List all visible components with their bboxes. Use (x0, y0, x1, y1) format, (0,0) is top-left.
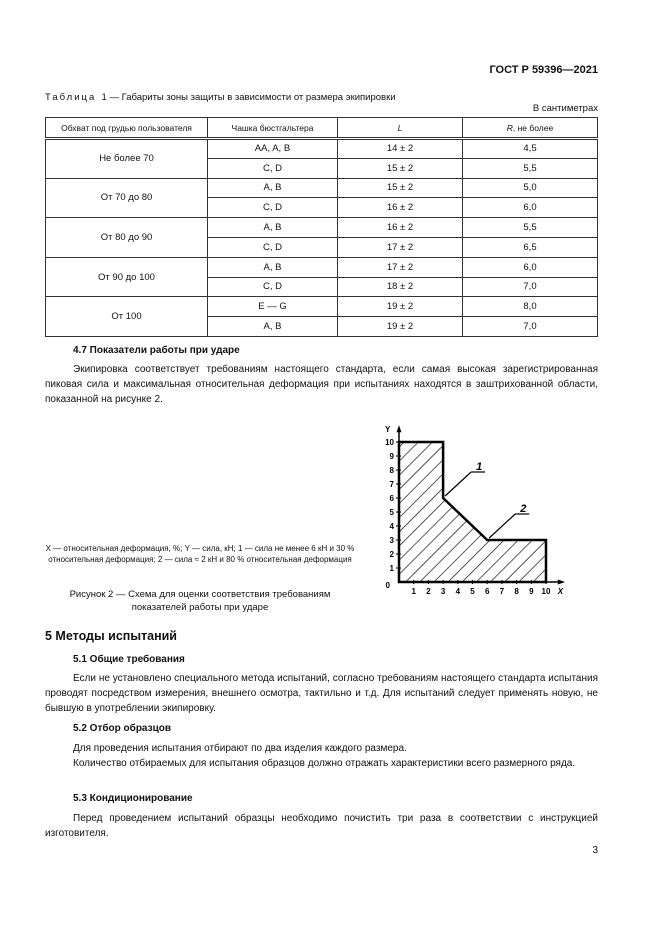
figure-caption: Рисунок 2 — Схема для оценки соответствия требованиям показателей работы при ударе (69, 589, 331, 613)
girth-cell: От 80 до 90 (46, 218, 208, 258)
girth-cell: От 70 до 80 (46, 178, 208, 218)
col-header: L (338, 118, 463, 139)
l-cell: 16 ± 2 (338, 198, 463, 218)
section-5-3-title: 5.3 Кондиционирование (73, 793, 193, 804)
y-tick-label: 9 (389, 452, 394, 461)
table-row (46, 178, 598, 198)
section-4-7-text: Экипировка соответствует требованиям настоящего стандарта, если самая высокая зарегистрированная пиковая сила и максимальная относительная деформация при испытаниях находятся в заштрихованной области, показанной на рисунке 2. (45, 364, 598, 405)
callout-label: 2 (520, 503, 527, 515)
y-tick-label: 1 (389, 564, 394, 573)
section-5-title: 5 Методы испытаний (45, 629, 177, 643)
cup-cell: C, D (208, 158, 338, 178)
x-tick-label: 1 (411, 587, 416, 596)
cup-cell: A, B (208, 317, 338, 337)
girth-cell: От 100 (46, 297, 208, 337)
x-tick-label: 6 (484, 587, 490, 596)
cup-cell: C, D (208, 237, 338, 257)
dimensions-table (45, 117, 598, 337)
r-cell: 4,5 (463, 139, 598, 159)
table-row (46, 297, 598, 317)
section-5-1-text: Если не установлено специального метода испытаний, согласно требованиям настоящего стандарта испытания проводят посредством измерения, внешнего осмотра, тактильно и т.д. Для испытаний следует применять новую, не бывшую в употреблении экипировку. (45, 673, 598, 714)
l-cell: 14 ± 2 (338, 139, 463, 159)
x-tick-label: 5 (470, 587, 475, 596)
col-header: Чашка бюстгальтера (208, 118, 338, 139)
x-tick-label: 8 (514, 587, 519, 596)
r-cell: 6,5 (463, 237, 598, 257)
x-tick-label: 2 (426, 587, 431, 596)
l-cell: 17 ± 2 (338, 257, 463, 277)
l-cell: 19 ± 2 (338, 297, 463, 317)
r-cell: 8,0 (463, 297, 598, 317)
figure-legend: X — относительная деформация, %; Y — сила, кН; 1 — сила не менее 6 кН и 30 % относительная деформация; 2 — сила ≈ 2 кН и 80 % относительная деформация (45, 544, 355, 564)
x-axis-label: X (557, 587, 564, 596)
r-cell: 7,0 (463, 277, 598, 297)
section-5-2-p2: Количество отбираемых для испытания образцов должно отражать характеристики всего размерного ряда. (73, 758, 576, 769)
y-tick-label: 2 (389, 550, 394, 559)
table-row (46, 139, 598, 159)
col-header: R, не более (463, 118, 598, 139)
l-cell: 18 ± 2 (338, 277, 463, 297)
callout-label: 1 (476, 461, 483, 473)
girth-cell: От 90 до 100 (46, 257, 208, 297)
y-tick-label: 6 (389, 494, 394, 503)
table-label: Таблица (45, 92, 97, 103)
section-5-2-p1: Для проведения испытания отбирают по два изделия каждого размера. (73, 743, 407, 754)
l-cell: 15 ± 2 (338, 178, 463, 198)
col-header: Обхват под грудью пользователя (46, 118, 208, 139)
r-cell: 6,0 (463, 198, 598, 218)
r-cell: 7,0 (463, 317, 598, 337)
l-cell: 16 ± 2 (338, 218, 463, 238)
page-number: 3 (592, 845, 598, 856)
table-row (46, 218, 598, 238)
cup-cell: A, B (208, 178, 338, 198)
callout-leader (445, 472, 471, 496)
y-tick-label: 8 (389, 466, 394, 475)
y-tick-label: 10 (385, 438, 394, 447)
x-tick-label: 4 (455, 587, 461, 596)
l-cell: 17 ± 2 (338, 237, 463, 257)
cup-cell: AA, A, B (208, 139, 338, 159)
x-arrow-icon (558, 580, 565, 585)
girth-cell: Не более 70 (46, 139, 208, 179)
l-cell: 19 ± 2 (338, 317, 463, 337)
cup-cell: A, B (208, 218, 338, 238)
cup-cell: C, D (208, 277, 338, 297)
origin-label: 0 (385, 581, 390, 590)
y-tick-label: 7 (389, 480, 394, 489)
y-axis-label: Y (385, 425, 391, 435)
y-tick-label: 5 (389, 508, 394, 517)
section-5-1-title: 5.1 Общие требования (73, 654, 185, 665)
r-cell: 5,5 (463, 158, 598, 178)
x-tick-label: 7 (499, 587, 505, 596)
table-units: В сантиметрах (532, 103, 598, 114)
section-4-7-title: 4.7 Показатели работы при ударе (73, 345, 240, 356)
impact-chart (360, 415, 580, 605)
section-5-2-title: 5.2 Отбор образцов (73, 723, 171, 734)
y-tick-label: 3 (389, 536, 394, 545)
x-tick-label: 10 (541, 587, 551, 596)
y-tick-label: 4 (389, 522, 394, 531)
cup-cell: C, D (208, 198, 338, 218)
table-caption (45, 92, 396, 103)
standard-number: ГОСТ Р 59396—2021 (489, 64, 598, 76)
x-tick-label: 3 (440, 587, 446, 596)
r-cell: 6,0 (463, 257, 598, 277)
cup-cell: E — G (208, 297, 338, 317)
r-cell: 5,0 (463, 178, 598, 198)
l-cell: 15 ± 2 (338, 158, 463, 178)
y-arrow-icon (397, 425, 402, 432)
table-caption-text: 1 — Габариты зоны защиты в зависимости от размера экипировки (101, 92, 396, 103)
section-5-3-text: Перед проведением испытаний образцы необходимо почистить три раза в соответствии с инструкцией изготовителя. (45, 813, 598, 839)
cup-cell: A, B (208, 257, 338, 277)
x-tick-label: 9 (529, 587, 534, 596)
table-row (46, 257, 598, 277)
callout-leader (489, 514, 515, 538)
r-cell: 5,5 (463, 218, 598, 238)
